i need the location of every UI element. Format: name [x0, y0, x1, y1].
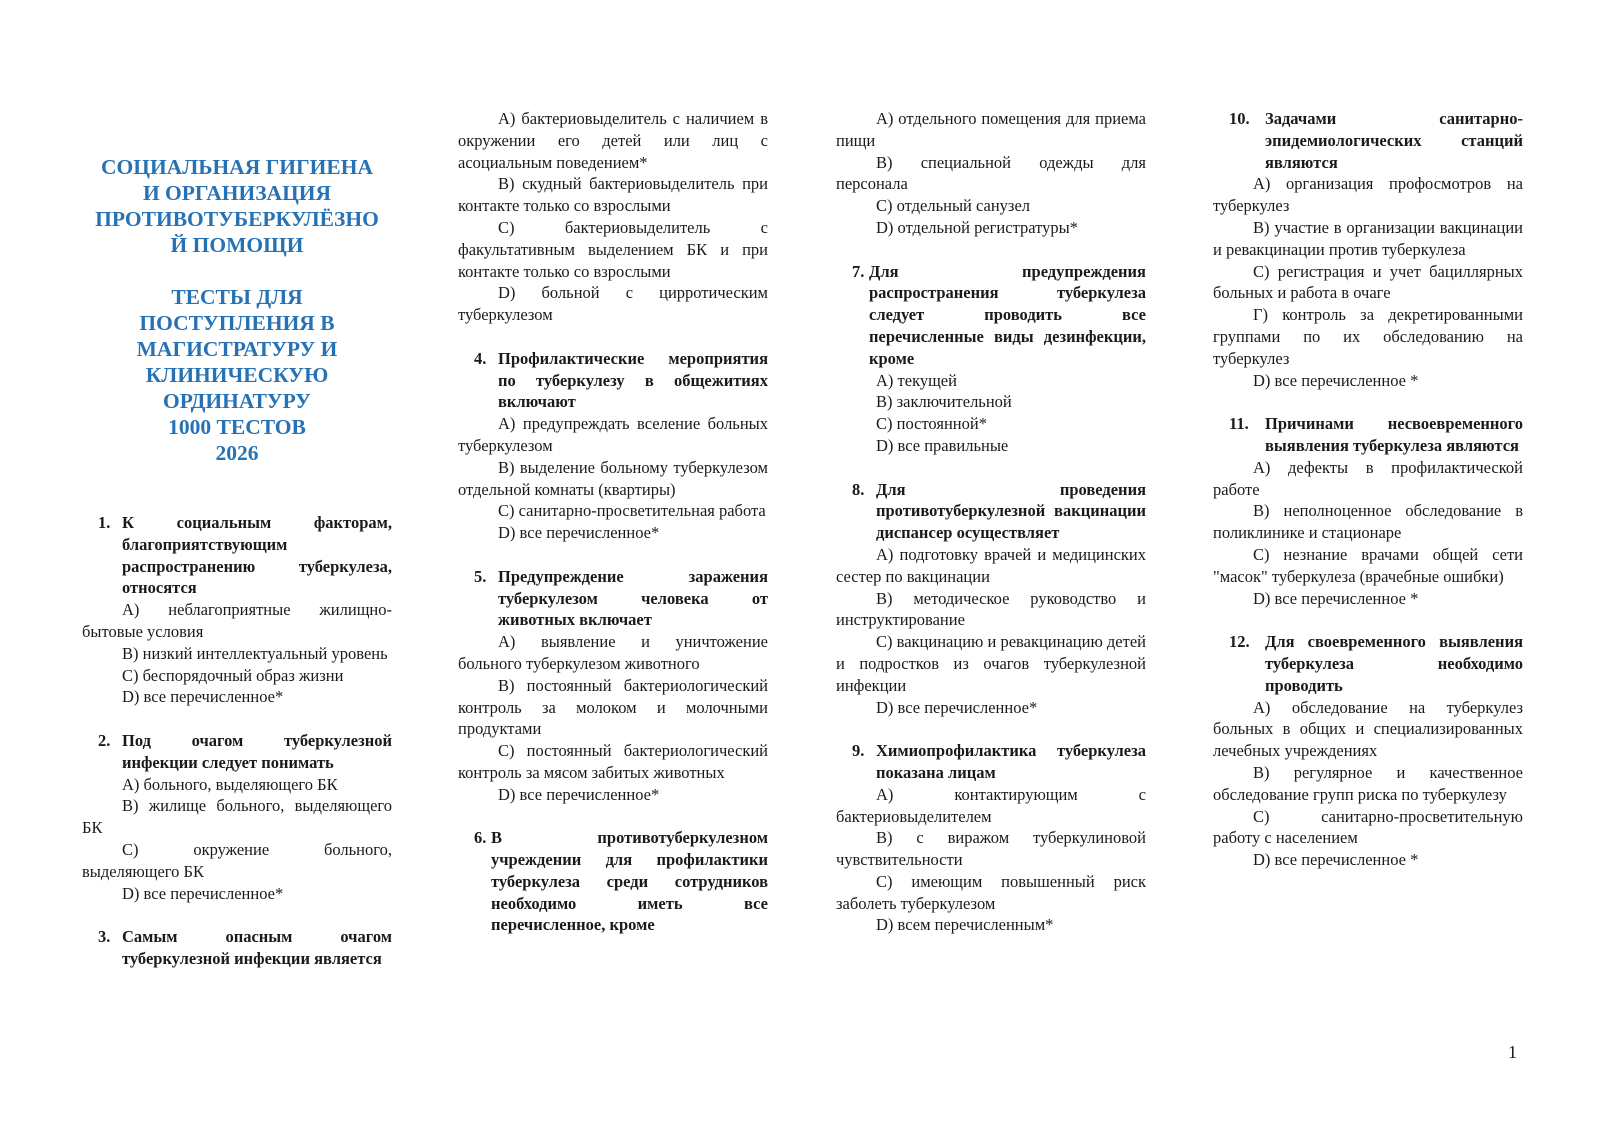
- subtitle-line: ТЕСТЫ ДЛЯ: [171, 285, 303, 309]
- question-text: Самым опасным очагом туберкулезной инфекции является: [122, 927, 392, 968]
- question-1: [82, 512, 392, 708]
- answer-option: C) незнание врачами общей сети "масок" туберкулеза (врачебные ошибки): [1213, 544, 1523, 586]
- answer-option: D) все перечисленное*: [498, 523, 660, 543]
- question-heading: [836, 261, 1146, 370]
- answer-option: C) регистрация и учет бациллярных больных и работа в очаге: [1213, 261, 1523, 303]
- document-title: [82, 154, 392, 466]
- question-text: Химиопрофилактика туберкулеза показана лицам: [876, 741, 1146, 782]
- column-3: [836, 108, 1146, 936]
- question-6-answers: [836, 108, 1146, 239]
- question-6: [458, 827, 768, 936]
- answer-option: C) бактериовыделитель с факультативным выделением БК и при контакте только со взрослыми: [458, 217, 768, 281]
- answer-option: D) все перечисленное *: [1253, 588, 1419, 608]
- question-text: Для проведения противотуберкулезной вакцинации диспансер осуществляет: [876, 479, 1146, 543]
- question-text: Под очагом туберкулезной инфекции следует понимать: [122, 730, 392, 772]
- question-10: [1213, 108, 1523, 391]
- answer-option: C) постоянный бактериологический контроль за мясом забитых животных: [458, 741, 768, 782]
- subtitle-line: МАГИСТРАТУРУ И: [136, 337, 338, 361]
- column-1: [82, 108, 392, 970]
- question-number: 10.: [1229, 109, 1250, 128]
- question-number: 1.: [98, 513, 111, 532]
- question-3: [82, 926, 392, 970]
- question-text: Для предупреждения распространения туберкулеза следует проводить все перечисленные виды дезинфекции, кроме: [869, 261, 1146, 368]
- question-number: 5.: [474, 566, 487, 586]
- question-text: Причинами несвоевременного выявления туберкулеза являются: [1265, 414, 1523, 455]
- question-4: [458, 348, 768, 544]
- question-7: [836, 261, 1146, 457]
- answer-option: B) скудный бактериовыделитель при контакте только со взрослыми: [458, 174, 768, 216]
- question-number: 8.: [852, 479, 865, 499]
- subtitle-line: 2026: [215, 441, 259, 465]
- answer-option: C) окружение больного, выделяющего БК: [82, 839, 392, 881]
- answer-option: C) отдельный санузел: [876, 196, 1031, 216]
- answer-option: B) заключительной: [876, 392, 1012, 412]
- question-text: Задачами санитарно-эпидемиологических станций являются: [1265, 109, 1523, 172]
- question-heading: [458, 566, 768, 631]
- title-line: Й ПОМОЩИ: [170, 233, 304, 257]
- question-12: [1213, 631, 1523, 871]
- question-heading: [458, 348, 768, 413]
- answer-option: A) выявление и уничтожение больного туберкулезом животного: [458, 632, 768, 673]
- answer-option: A) больного, выделяющего БК: [122, 774, 338, 794]
- question-11: [1213, 413, 1523, 609]
- answer-option: C) имеющим повышенный риск заболеть туберкулезом: [836, 871, 1146, 913]
- answer-option: A) предупреждать вселение больных туберкулезом: [458, 414, 768, 455]
- answer-option: A) подготовку врачей и медицинских сестер по вакцинации: [836, 544, 1146, 586]
- answer-option: D) всем перечисленным*: [876, 915, 1054, 935]
- subtitle-line: ПОСТУПЛЕНИЯ В: [139, 311, 335, 335]
- answer-option: D) все перечисленное*: [122, 687, 284, 707]
- answer-option: B) регулярное и качественное обследование групп риска по туберкулезу: [1213, 762, 1523, 804]
- answer-option: A) текущей: [876, 370, 957, 390]
- answer-option: A) отдельного помещения для приема пищи: [836, 109, 1146, 150]
- question-heading: [82, 926, 392, 970]
- subtitle-line: 1000 ТЕСТОВ: [168, 415, 306, 439]
- answer-option: C) санитарно-просветительную работу с населением: [1213, 806, 1523, 848]
- question-heading: [1213, 108, 1523, 173]
- question-heading: [836, 740, 1146, 784]
- answer-option: D) все перечисленное*: [122, 883, 284, 903]
- answer-option: B) низкий интеллектуальный уровень: [122, 643, 388, 663]
- title-line: СОЦИАЛЬНАЯ ГИГИЕНА: [100, 155, 373, 179]
- question-number: 3.: [98, 927, 111, 947]
- question-5: [458, 566, 768, 806]
- answer-option: A) дефекты в профилактической работе: [1213, 457, 1523, 499]
- subtitle-line: ОРДИНАТУРУ: [163, 389, 311, 413]
- question-number: 2.: [98, 730, 111, 750]
- answer-option: C) вакцинацию и ревакцинацию детей и подростков из очагов туберкулезной инфекции: [836, 632, 1146, 695]
- question-heading: [82, 512, 392, 599]
- answer-option: B) с виражом туберкулиновой чувствительности: [836, 828, 1146, 870]
- question-number: 7.: [852, 261, 865, 281]
- question-number: 11.: [1229, 414, 1249, 434]
- question-3-answers: [458, 108, 768, 326]
- answer-option: D) все перечисленное *: [1253, 370, 1419, 390]
- answer-option: D) все правильные: [876, 435, 1009, 455]
- question-9: [836, 740, 1146, 936]
- subtitle-line: КЛИНИЧЕСКУЮ: [145, 363, 329, 387]
- answer-option: D) больной с цирротическим туберкулезом: [458, 283, 768, 325]
- question-8: [836, 479, 1146, 719]
- answer-option: C) беспорядочный образ жизни: [122, 665, 344, 685]
- answer-option: C) постоянной*: [876, 414, 987, 434]
- answer-option: B) выделение больному туберкулезом отдельной комнаты (квартиры): [458, 457, 768, 499]
- question-text: Предупреждение заражения туберкулезом человека от животных включает: [498, 566, 768, 630]
- answer-option: B) участие в организации вакцинации и ревакцинации против туберкулеза: [1213, 217, 1523, 259]
- answer-option: Г) контроль за декретированными группами по их обследованию на туберкулез: [1213, 305, 1523, 368]
- column-4: [1213, 108, 1523, 871]
- answer-option: B) специальной одежды для персонала: [836, 152, 1146, 194]
- question-heading: [836, 479, 1146, 544]
- question-number: 12.: [1229, 632, 1250, 652]
- question-heading: [1213, 631, 1523, 696]
- answer-option: B) постоянный бактериологический контроль за молоком и молочными продуктами: [458, 675, 768, 739]
- answer-option: A) обследование на туберкулез больных в общих и специализированных лечебных учреждениях: [1213, 697, 1523, 761]
- answer-option: A) неблагоприятные жилищно-бытовые условия: [82, 600, 392, 641]
- question-number: 4.: [474, 348, 487, 368]
- answer-option: C) санитарно-просветительная работа: [498, 501, 766, 521]
- question-text: Для своевременного выявления туберкулеза необходимо проводить: [1265, 632, 1523, 695]
- title-line: ПРОТИВОТУБЕРКУЛЁЗНО: [95, 207, 379, 231]
- page-number: 1: [1508, 1042, 1517, 1062]
- answer-option: B) жилище больного, выделяющего БК: [82, 796, 392, 838]
- question-heading: [1213, 413, 1523, 457]
- answer-option: B) методическое руководство и инструктирование: [836, 588, 1146, 630]
- answer-option: D) отдельной регистратуры*: [876, 217, 1078, 237]
- answer-option: B) неполноценное обследование в поликлинике и стационаре: [1213, 501, 1523, 543]
- answer-option: A) бактериовыделитель с наличием в окружении его детей или лиц с асоциальным поведением*: [458, 109, 768, 172]
- question-text: Профилактические мероприятия по туберкулезу в общежитиях включают: [498, 348, 768, 412]
- answer-option: D) все перечисленное*: [876, 697, 1038, 717]
- answer-option: A) контактирующим с бактериовыделителем: [836, 784, 1146, 826]
- question-heading: [458, 827, 768, 936]
- question-heading: [82, 730, 392, 774]
- question-number: 6.: [474, 828, 487, 848]
- answer-option: D) все перечисленное *: [1253, 850, 1419, 870]
- question-2: [82, 730, 392, 904]
- question-number: 9.: [852, 741, 865, 761]
- question-text: К социальным факторам, благоприятствующим распространению туберкулеза, относятся: [122, 513, 392, 598]
- column-2: [458, 108, 768, 936]
- question-text: В противотуберкулезном учреждении для профилактики туберкулеза среди сотрудников необходимо иметь все перечисленное, кроме: [491, 828, 768, 935]
- answer-option: A) организация профосмотров на туберкулез: [1213, 174, 1523, 216]
- title-line: И ОРГАНИЗАЦИЯ: [142, 181, 332, 205]
- answer-option: D) все перечисленное*: [498, 784, 660, 804]
